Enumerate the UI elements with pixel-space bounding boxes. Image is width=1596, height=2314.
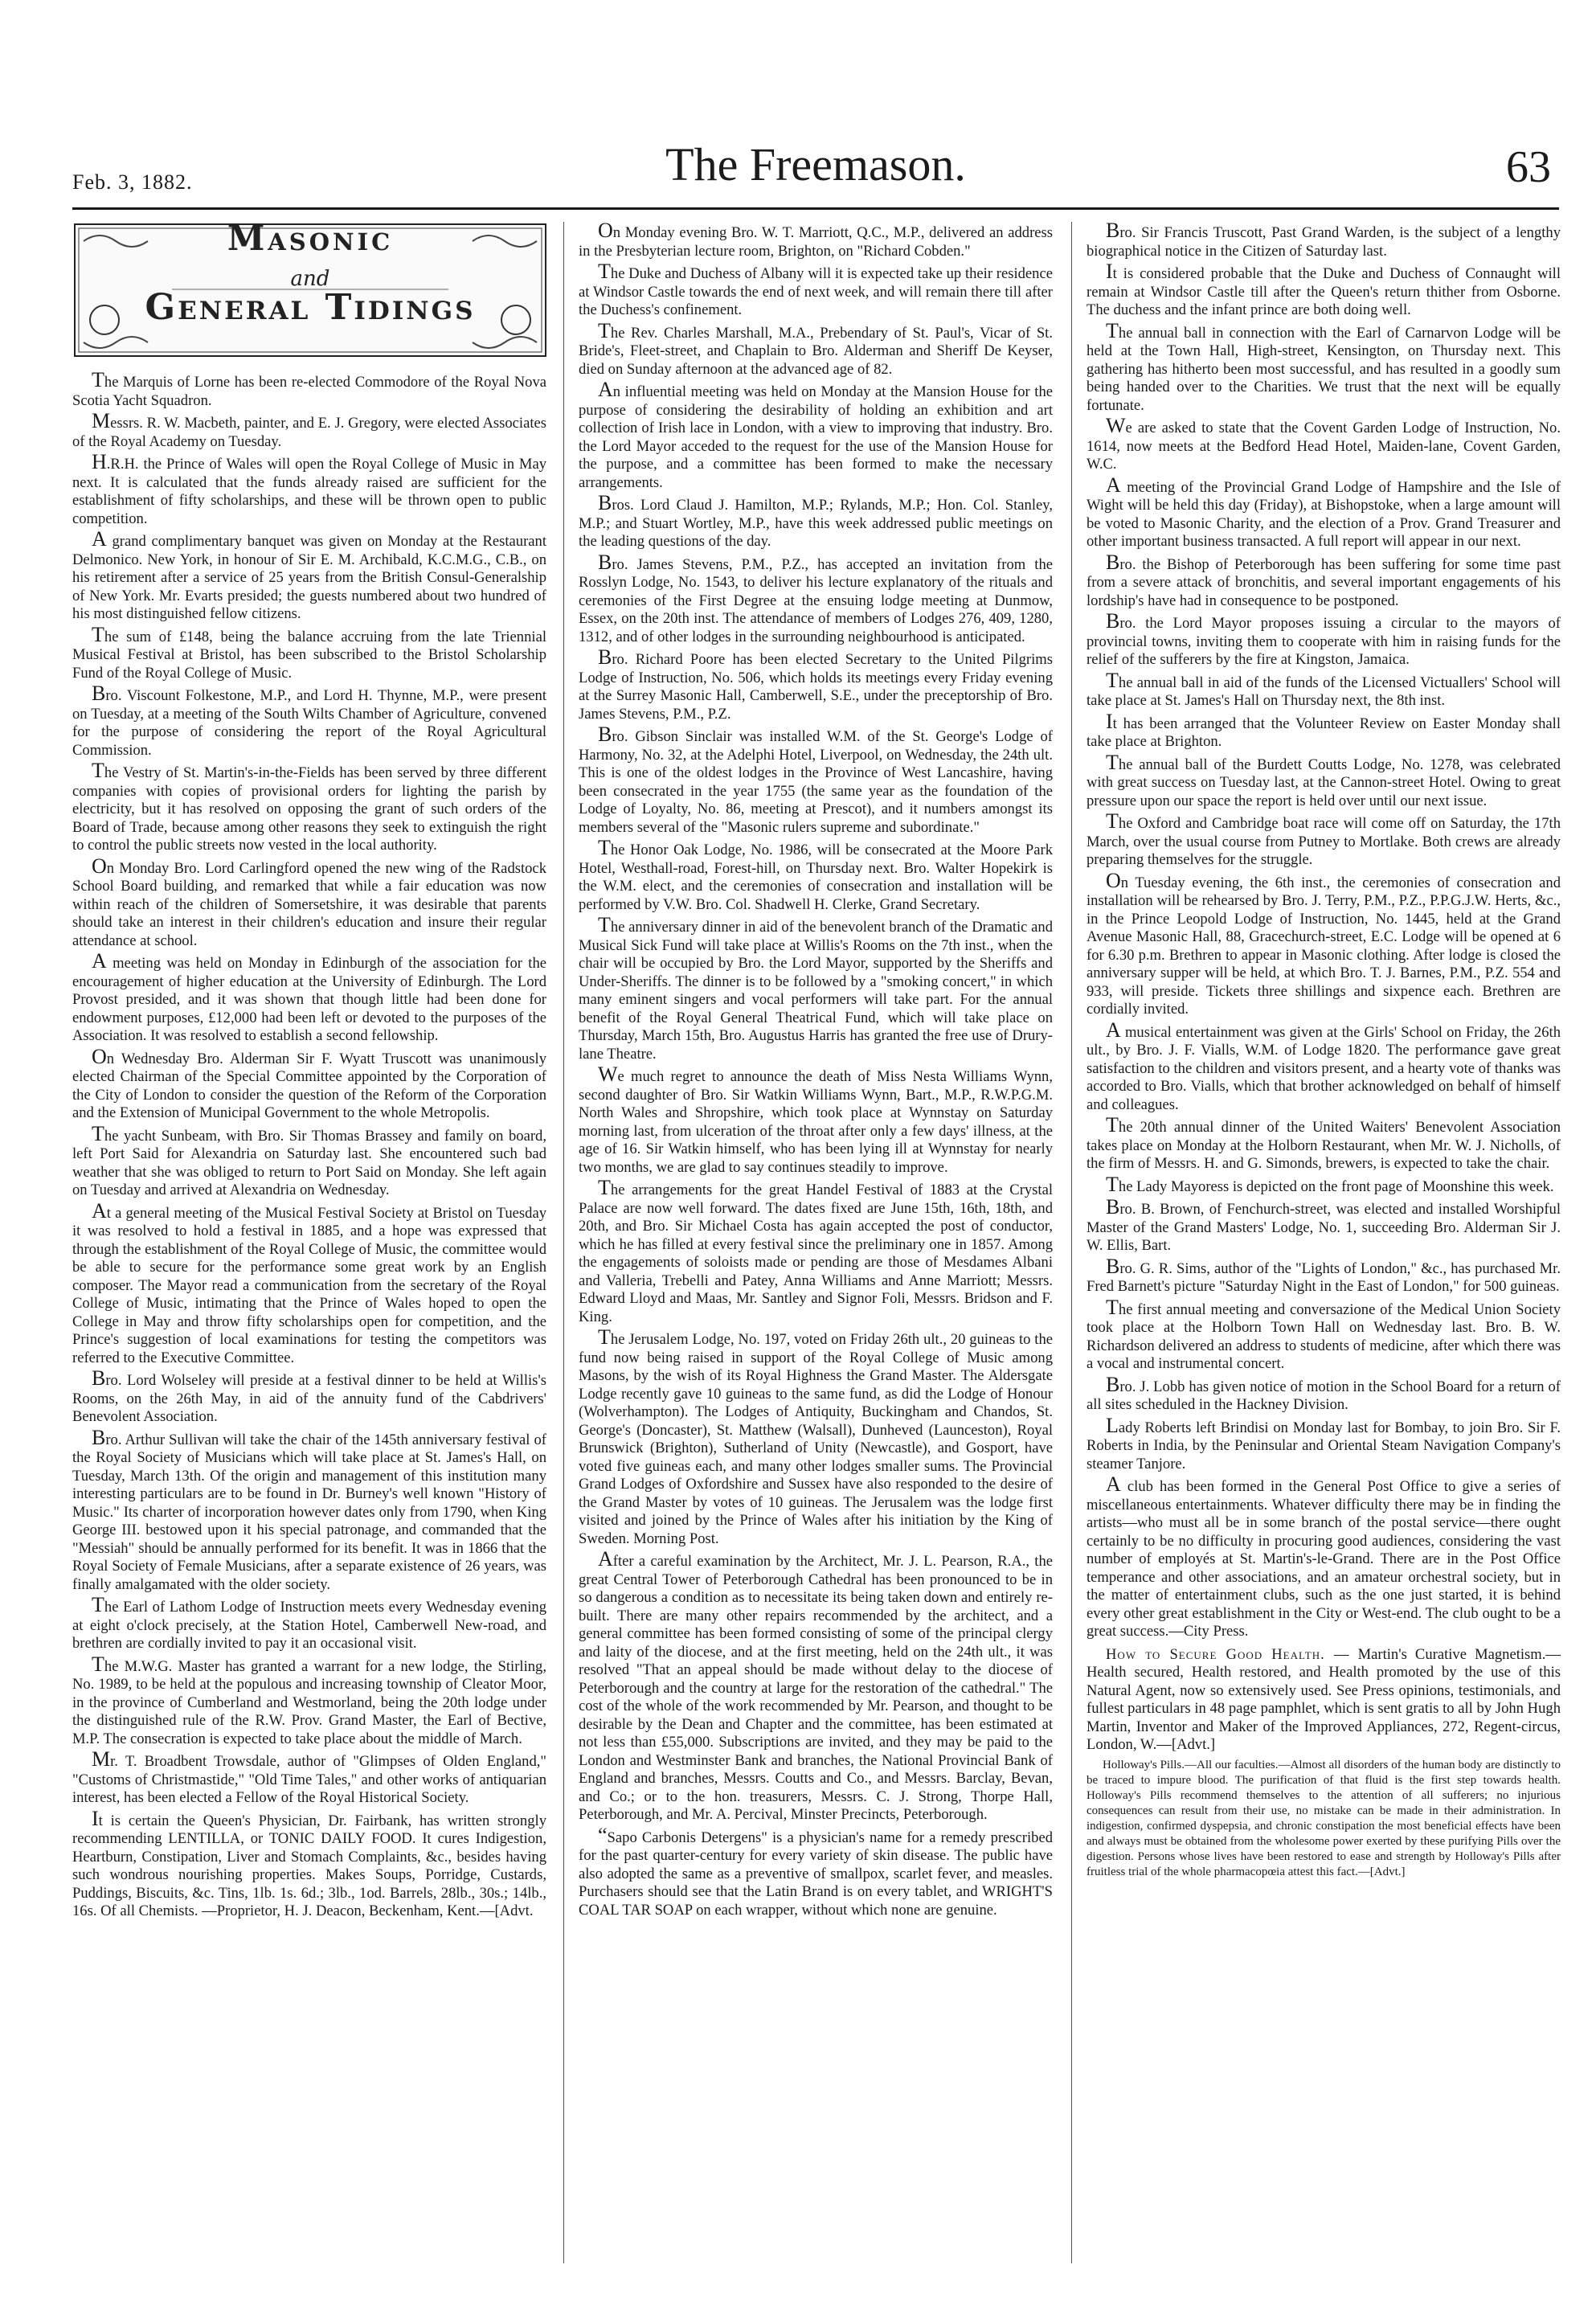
news-item-text: he M.W.G. Master has granted a warrant for a new lodge, the Stirling, No. 1989, to be held at the populous and increasing township of Cleator Moor, in the province of Cumberland and Westmorland, being the 20th lodge under the distinguished rule of the R.W. Prov. Grand Master, the Earl of Bective, M.P. The consecration is expected to take place about the middle of March. — [72, 1657, 546, 1747]
news-item — [1087, 709, 1561, 752]
news-item-initial: T — [598, 1325, 611, 1349]
news-item-initial: B — [92, 682, 106, 705]
news-item — [72, 1425, 546, 1595]
news-item — [1087, 550, 1561, 611]
news-item-initial: T — [92, 368, 104, 391]
news-item — [1087, 260, 1561, 320]
news-item-text: ro. James Stevens, P.M., P.Z., has accepted an invitation from the Rosslyn Lodge, No. 1543, to deliver his lecture explanatory of the rituals and ceremonies of the First Degree at the ensuing lodge meeting at Dunmow, Essex, on the 20th inst. The attendance of members of Lodges 276, 409, 1280, 1312, and of other lodges in the surrounding neighbourhood is anticipated. — [579, 555, 1053, 645]
page-number: 63 — [1506, 142, 1551, 192]
news-item-text: ro. Viscount Folkestone, M.P., and Lord H. Thynne, M.P., were present on Tuesday, at a meeting of the South Wilts Chamber of Agriculture, convened for the purpose of considering the report of the Royal Agricultural Commission. — [72, 687, 546, 759]
news-item-text: r. T. Broadbent Trowsdale, author of "Glimpses of Olden England," "Customs of Christmastide," "Old Time Tales," and other works of antiquarian interest, has been elected a Fellow of the Royal Historical Society. — [72, 1753, 546, 1806]
news-item-initial: T — [92, 1593, 104, 1616]
news-item-initial: B — [1106, 1195, 1120, 1218]
news-item-initial: A — [1106, 1018, 1121, 1042]
news-item-initial: B — [1106, 1372, 1120, 1396]
section-banner — [74, 223, 546, 357]
news-item-text: n influential meeting was held on Monday at the Mansion House for the purpose of considering the desirability of holding an exhibition and art collection of Irish lace in London, with a view to improving that industry. Bro. the Lord Mayor acceded to the request for the use of the Mansion House for the purpose, and a committee has been formed to make the necessary arrangements. — [579, 383, 1053, 491]
advertisement-health — [1087, 1646, 1561, 1755]
news-item-initial: A — [598, 1547, 613, 1571]
news-item-initial: B — [598, 550, 612, 574]
column-1 — [72, 222, 546, 2263]
news-item-initial: T — [92, 759, 104, 782]
news-item-initial: L — [1106, 1413, 1119, 1437]
news-item — [579, 222, 1053, 260]
news-item — [1087, 750, 1561, 811]
news-item — [1087, 222, 1561, 260]
news-item-text: he yacht Sunbeam, with Bro. Sir Thomas Brassey and family on board, left Port Said for Alexandria on Saturday last. She encountered such bad weather that she was obliged to return to Port Said on Monday. She left again on Tuesday and arrived at Alexandria on Wednesday. — [72, 1127, 546, 1198]
issue-date: Feb. 3, 1882. — [72, 170, 193, 194]
news-item-initial: O — [92, 1044, 107, 1068]
news-item-text: ro. the Bishop of Peterborough has been suffering for some time past from a severe attack of bronchitis, and several important engagements of his lordship's have had in consequence to be postponed. — [1087, 555, 1561, 609]
newspaper-page — [72, 0, 1559, 2314]
news-item — [579, 1325, 1053, 1548]
news-item-initial: T — [1106, 809, 1119, 833]
news-item-initial: H — [92, 450, 107, 473]
news-item-initial: T — [1106, 318, 1119, 342]
masthead-title: The Freemason. — [665, 138, 966, 190]
news-item-text: ro. Lord Wolseley will preside at a festival dinner to be held at Willis's Rooms, on the 26th May, in aid of the annuity fund of the Cabdrivers' Benevolent Association. — [72, 1372, 546, 1425]
news-item-text: club has been formed in the General Post Office to give a series of miscellaneous entertainments. Whatever difficulty there may be in finding the artists—who must all be in some branch of the postal service—there ought certainly to be no difficulty in procuring good audiences, considering the vast number of employés at St. Martin's-le-Grand. There are in the Post Office temperance and other associations, and an amateur orchestral society, but in the matter of entertainment clubs, such as the one just started, it is behind every other great establishment in the City or West-end. The club ought to be a great success.—City Press. — [1087, 1478, 1561, 1640]
news-item-text: t has been arranged that the Volunteer Review on Easter Monday shall take place at Brighton. — [1087, 715, 1561, 750]
news-item-initial: A — [92, 949, 107, 973]
news-item-text: t is considered probable that the Duke and Duchess of Connaught will remain at Windsor Castle till after the Queen's return thither from Osborne. The duchess and the infant prince are both doing well. — [1087, 265, 1561, 318]
news-item — [1087, 473, 1561, 551]
news-item — [72, 527, 546, 624]
news-item — [1087, 1018, 1561, 1115]
news-item-initial: I — [92, 1806, 99, 1830]
news-item — [72, 1593, 546, 1653]
news-item-initial: T — [598, 1176, 611, 1199]
news-item-text: t is certain the Queen's Physician, Dr. Fairbank, has written strongly recommending LENTILLA, or TONIC DAILY FOOD. It cures Indigestion, Heartburn, Constipation, Liver and Stomach Complaints, &c., besides having such wondrous nourishing properties. Makes Soups, Porridge, Custards, Puddings, Biscuits, &c. Tins, 1lb. 1s. 6d.; 3lb., 1od. Barrels, 28lb., 30s.; 14lb., 16s. Of all Chemists. —Proprietor, H. J. Deacon, Beckenham, Kent.—[Advt. — [72, 1812, 546, 1919]
news-item — [579, 1063, 1053, 1177]
news-item-initial: T — [598, 836, 611, 859]
news-item-text: he Vestry of St. Martin's-in-the-Fields has been served by three different companies with copies of provisional orders for lighting the parish by electricity, but it has resolved on opposing the grant of such orders of the Board of Trade, because among other reasons they seek to extinguish the right to control the public streets now vested in the local authority. — [72, 764, 546, 854]
news-item — [1087, 1172, 1561, 1197]
news-item-initial: T — [1106, 668, 1119, 692]
news-item-text: meeting of the Provincial Grand Lodge of Hampshire and the Isle of Wight will be held this day (Friday), at Bishopstoke, when a large amount will be voted to Masonic Charity, and the election of a Prov. Grand Treasurer and other important business transacted. A full report will appear in our next. — [1087, 478, 1561, 550]
news-item — [72, 682, 546, 760]
news-item-text: he first annual meeting and conversazione of the Medical Union Society took place at the Holborn Town Hall on Wednesday last. Bro. B. W. Richardson delivered an address to students of medicine, after which there was a vocal and instrumental concert. — [1087, 1300, 1561, 1372]
news-item-initial: O — [92, 854, 107, 878]
column-2 — [579, 222, 1053, 2263]
news-item-initial: T — [598, 318, 611, 342]
news-item-text: essrs. R. W. Macbeth, painter, and E. J. Gregory, were elected Associates of the Royal Academy on Tuesday. — [72, 415, 546, 450]
news-item-initial: B — [92, 1366, 106, 1390]
news-item-initial: T — [1106, 1113, 1119, 1137]
news-item-text: ro. Sir Francis Truscott, Past Grand Warden, is the subject of a lengthy biographical notice in the Citizen of Saturday last. — [1087, 224, 1561, 260]
news-item-text: he 20th annual dinner of the United Waiters' Benevolent Association takes place on Monday at the Holborn Restaurant, when Mr. W. J. Nicholls, of the firm of Messrs. H. and G. Simonds, brewers, is expected to take the chair. — [1087, 1119, 1561, 1172]
news-item-text: n Tuesday evening, the 6th inst., the ceremonies of consecration and installation will be rehearsed by Bro. J. Terry, P.M., P.Z., P.P.G.J.W. Herts, &c., in the Prince Leopold Lodge of Instruction, No. 1445, held at the Grand Avenue Masonic Hall, 88, Gracechurch-street, E.C. Lodge will be opened at 6 for 6.30 p.m. Brethren to appear in Masonic clothing. After lodge is closed the anniversary supper will be held, at which Bro. T. J. Barnes, P.M., P.Z. 554 and 933, will preside. Tickets three shillings and sixpence each. Brethren are cordially invited. — [1087, 874, 1561, 1018]
advertisement-holloway: Holloway's Pills.—All our faculties.—Almost all disorders of the human body are distinctly to be traced to impure blood. The purification of that fluid is the first step towards health. Holloway's Pills recommend themselves to the attention of all sufferers; no injurious consequences can result from their use, no mistake can be made in their administration. In indigestion, confirmed dyspepsia, and chronic constipation the most beneficial effects have been and always must be obtained from the wholesome power exerted by these purifying Pills over the digestion. Persons whose lives have been restored to ease and strength by Holloway's Pills after fruitless trial of the whole pharmacopœia attest this fact.—[Advt.] — [1087, 1758, 1561, 1878]
news-item-text: n Monday evening Bro. W. T. Marriott, Q.C., M.P., delivered an address in the Presbyterian lecture room, Brighton, on "Richard Cobden." — [579, 224, 1053, 260]
news-item-text: fter a careful examination by the Architect, Mr. J. L. Pearson, R.A., the great Central Tower of Peterborough Cathedral has been pronounced to be in so dangerous a condition as to necessitate its being taken down and entirely re-built. There are many other repairs recommended by the architect, and a general committee has been formed consisting of some of the principal clergy and laity of the diocese, and at the first meeting, held on the 24th ult., it was resolved "That an appeal should be made without delay to the diocese of Peterborough and the country at large for the restoration of the cathedral." The cost of the whole of the work recommended by Mr. Pearson, and thought to be desirable by the Dean and Chapter and the committee, has been estimated at not less than £55,000. Subscriptions are invited, and they may be paid to the London and Westminster Bank and branches, the National Provincial Bank of England and branches, Messrs. Coutts and Co., and Messrs. Barclay, Bevan, and Co.; or to the hon. treasurers, Messrs. C. J. Strong, Thorpe Hall, Peterborough, and Mr. A. Percival, Minster Precincts, Peterborough. — [579, 1553, 1053, 1823]
news-item — [579, 491, 1053, 551]
news-item — [72, 949, 546, 1046]
news-item-initial: W — [598, 1063, 618, 1086]
news-item — [1087, 668, 1561, 711]
banner-line-general-tidings: General Tidings — [145, 287, 476, 328]
news-item-initial: B — [598, 645, 612, 669]
news-item-text: he arrangements for the great Handel Festival of 1883 at the Crystal Palace are now well forward. The dates fixed are June 15th, 16th, 18th, and 20th, and Bro. Sir Michael Costa has again accepted the post of conductor, which he has filled at every festival since the preliminary one in 1857. Among the engagements of soloists made or pending are those of Mesdames Albani and Valleria, Trebelli and Patey, Anna Williams and Anne Marriott; Messrs. Edward Lloyd and Maas, Mr. Santley and Signor Foli, Messrs. Bridson and F. King. — [579, 1182, 1053, 1325]
news-item — [579, 550, 1053, 647]
news-item — [1087, 1413, 1561, 1474]
news-item-text: he anniversary dinner in aid of the benevolent branch of the Dramatic and Musical Sick Fund will take place at Willis's Rooms on the 7th inst., when the chair will be occupied by Bro. the Lord Mayor, supported by the Sheriffs and Under-Sheriffs. The dinner is to be followed by a "smoking concert," in which many eminent singers and vocal performers will take part. For the annual benefit of the Royal General Theatrical Fund, which will take place on Thursday, March 15th, Bro. Augustus Harris has granted the free use of Drury-lane Theatre. — [579, 919, 1053, 1063]
news-item-text: he Oxford and Cambridge boat race will come off on Saturday, the 17th March, over the usual course from Putney to Mortlake. Both crews are already preparing themselves for the struggle. — [1087, 815, 1561, 868]
news-item — [72, 1121, 546, 1200]
news-item-initial: T — [598, 913, 611, 936]
banner-line-and: and — [290, 267, 330, 291]
news-item — [1087, 318, 1561, 416]
news-item-text: Sapo Carbonis Detergens" is a physician's name for a remedy prescribed for the past quarter-century for every variety of skin disease. The public have also adopted the same as a preventive of smallpox, scarlet fever, and measles. Purchasers should see that the Latin Brand is on every tablet, and WRIGHT'S COAL TAR SOAP on each wrapper, without which none are genuine. — [579, 1829, 1053, 1919]
news-item — [579, 1176, 1053, 1326]
news-item — [579, 836, 1053, 914]
column-divider — [563, 222, 564, 2263]
news-item-text: n Wednesday Bro. Alderman Sir F. Wyatt Truscott was unanimously elected Chairman of the Special Committee appointed by the Corporation of the City of London to consider the question of the Reform of the Corporation and the Extension of Municipal Government to the whole Metropolis. — [72, 1050, 546, 1121]
news-item-initial: T — [1106, 1172, 1119, 1196]
news-item-initial: T — [92, 1121, 104, 1145]
news-item — [579, 378, 1053, 492]
news-item — [72, 759, 546, 855]
news-item-initial: O — [598, 222, 613, 242]
news-item-text: .R.H. the Prince of Wales will open the Royal College of Music in May next. It is calculated that the funds already raised are sufficient for the establishment of fifty scholarships, and these will be thrown open to public competition. — [72, 456, 546, 527]
news-item-text: he Rev. Charles Marshall, M.A., Prebendary of St. Paul's, Vicar of St. Bride's, Fleet-street, and Chaplain to Bro. Alderman and Sheriff De Keyser, died on Sunday afternoon at the advanced age of 82. — [579, 324, 1053, 378]
news-item — [579, 723, 1053, 837]
news-item — [1087, 414, 1561, 474]
news-item-text: ros. Lord Claud J. Hamilton, M.P.; Rylands, M.P.; Hon. Col. Stanley, M.P.; and Stuart Wortley, M.P., have this week addressed public meetings on the leading questions of the day. — [579, 497, 1053, 550]
news-item — [1087, 1295, 1561, 1374]
news-item — [579, 645, 1053, 723]
news-item — [72, 854, 546, 951]
header-rule — [72, 207, 1559, 210]
news-item-initial: B — [1106, 222, 1120, 242]
news-item-text: e much regret to announce the death of Miss Nesta Williams Wynn, second daughter of Bro. Sir Watkin Williams Wynn, Bart., M.P., R.W.P.G.M. North Wales and Shropshire, which took place at Wynnstay on Saturday morning last, from ulceration of the throat after only a few days' illness, at the age of 16. Sir Watkin himself, who has been lying ill at Wynnstay for nearly two months, we are glad to say continues steadily to improve. — [579, 1068, 1053, 1176]
news-item-initial: T — [1106, 1295, 1119, 1319]
news-item-initial: B — [92, 1425, 106, 1449]
advertisement-health-title: How to Secure Good Health. — — [1106, 1645, 1350, 1663]
news-item-text: he Jerusalem Lodge, No. 197, voted on Friday 26th ult., 20 guineas to the fund now being raised in support of the Royal College of Music among Masons, by the wish of its Royal Highness the Grand Master. The Aldersgate Lodge recently gave 10 guineas to the same fund, as did the Lodge of Honour (Wolverhampton). The Lodges of Antiquity, Buckingham and Chandos, St. George's (Doncaster), St. Matthew (Walsall), Dunheved (Launceston), Royal Brunswick (Brighton), Sutherland of Unity (Newcastle), and Gosport, have voted five guineas each, and many other lodges smaller sums. The Provincial Grand Lodges of Oxfordshire and Sussex have also responded to the desire of the Grand Master by votes of 10 guineas. The Jerusalem was the lodge first visited and joined by the Prince of Wales after his initiation by the King of Sweden. Morning Post. — [579, 1331, 1053, 1547]
news-item-initial: B — [1106, 609, 1120, 633]
news-item — [1087, 609, 1561, 670]
news-item-text: n Monday Bro. Lord Carlingford opened the new wing of the Radstock School Board building, and remarked that while a fair education was now within reach of the children of Somersetshire, it was desirable that parents should take an interest in their children's education and insure their regular attendance at school. — [72, 859, 546, 949]
news-item — [1087, 809, 1561, 870]
news-item-initial: A — [1106, 1472, 1121, 1496]
news-item-text: grand complimentary banquet was given on Monday at the Restaurant Delmonico. New York, in honour of Sir E. M. Archibald, K.C.M.G., C.B., on his retirement after a service of 25 years from the British Consul-Generalship of New York. Mr. Evarts presided; the guests numbered about two hundred of his most distinguished fellow citizens. — [72, 533, 546, 622]
news-item — [72, 409, 546, 451]
news-item-initial: A — [92, 527, 107, 551]
news-item-initial: T — [1106, 750, 1119, 774]
news-item-text: t a general meeting of the Musical Festival Society at Bristol on Tuesday it was resolved to hold a festival in 1885, and a hope was expressed that through the establishment of the Royal College of Music, the committee would be able to secure for the performance some great work by an English composer. The Mayor read a communication from the secretary of the Royal College of Music, intimating that the Prince of Wales hoped to open the College in May and throw fifty scholarships open for competition, and the Prince's suggestion of local examinations for testing the competitors was referred to the Executive Committee. — [72, 1204, 546, 1366]
news-item-text: he Honor Oak Lodge, No. 1986, will be consecrated at the Moore Park Hotel, Westhall-road, Forest-hill, on Thursday next. Bro. Walter Hopekirk is the W.M. elect, and the ceremonies of consecration and installation will be performed by V.W. Bro. Col. Shadwell H. Clerke, Grand Secretary. — [579, 842, 1053, 913]
news-item-initial: T — [92, 1652, 104, 1676]
news-item-initial: T — [598, 260, 611, 283]
news-item — [579, 913, 1053, 1063]
news-item — [579, 1823, 1053, 1920]
news-item-text: ro. Richard Poore has been elected Secretary to the United Pilgrims Lodge of Instruction, No. 506, which holds its meetings every Friday evening at the Surrey Masonic Hall, Camberwell, S.E., under the preceptorship of Bro. James Stevens, P.M., P.Z. — [579, 651, 1053, 723]
column-3-items — [1087, 222, 1561, 1641]
news-item-initial: M — [92, 1747, 111, 1771]
news-item-initial: I — [1106, 709, 1113, 733]
news-item — [579, 260, 1053, 320]
advertisement-health-body: Martin's Curative Magnetism.—Health secured, Health restored, and Health promoted by the use of this Natural Agent, now so extensively used. See Press opinions, testimonials, and fullest particulars in 48 page pamphlet, which is sent gratis to all by John Hugh Martin, Inventor and Maker of the Improved Appliances, 272, Regent-circus, London, W.—[Advt.] — [1087, 1645, 1561, 1753]
news-item-text: he Duke and Duchess of Albany will it is expected take up their residence at Windsor Castle towards the end of next week, and will remain there till after the Duchess's confinement. — [579, 265, 1053, 318]
news-item-initial: “ — [598, 1823, 608, 1847]
news-item-initial: A — [92, 1198, 107, 1223]
column-divider — [1071, 222, 1072, 2263]
news-item-initial: I — [1106, 260, 1113, 283]
news-item — [72, 450, 546, 528]
column-3 — [1087, 222, 1561, 2263]
news-item-initial: M — [92, 409, 111, 432]
news-item — [1087, 1254, 1561, 1296]
news-item-text: ady Roberts left Brindisi on Monday last for Bombay, to join Bro. Sir F. Roberts in India, by the Peninsular and Oriental Steam Navigation Company's steamer Tanjore. — [1087, 1419, 1561, 1472]
news-item-initial: T — [92, 622, 104, 646]
news-item-text: e are asked to state that the Covent Garden Lodge of Instruction, No. 1614, now meets at the Bedford Head Hotel, Maiden-lane, Covent Garden, W.C. — [1087, 420, 1561, 473]
news-item-initial: B — [598, 491, 612, 514]
news-item-text: he annual ball in aid of the funds of the Licensed Victuallers' School will take place at St. James's Hall on Thursday next, the 8th inst. — [1087, 674, 1561, 709]
news-item — [1087, 1113, 1561, 1173]
news-item-text: ro. Arthur Sullivan will take the chair of the 145th anniversary festival of the Royal Society of Musicians which will take place at St. James's Hall, on Tuesday, March 13th. Of the origin and management of this institution many interesting particulars are to be found in Dr. Burney's well known "History of Music." Its charter of incorporation however dates only from 1790, when King George III. bestowed upon it his special patronage, and commanded that the "Messiah" should be annually performed for its benefit. It was in 1866 that the Royal Society of Female Musicians, after a separate existence of 26 years, was finally amalgamated with the older society. — [72, 1431, 546, 1593]
column-1-items — [72, 368, 546, 1921]
news-item-text: ro. the Lord Mayor proposes issuing a circular to the mayors of provincial towns, inviting them to cooperate with him in raising funds for the relief of the sufferers by the fire at Kingston, Jamaica. — [1087, 615, 1561, 668]
news-item-text: he sum of £148, being the balance accruing from the late Triennial Musical Festival at Bristol, has been subscribed to the Bristol Scholarship Fund of the Royal College of Music. — [72, 628, 546, 682]
news-item — [72, 368, 546, 410]
news-item-text: meeting was held on Monday in Edinburgh of the association for the encouragement of higher education at the University of Edinburgh. The Lord Provost presided, and it was shown that though little had been done for endowment purposes, £12,000 had been left or devoted to the purposes of the Association. It was resolved to establish a second fellowship. — [72, 955, 546, 1044]
news-item-text: ro. J. Lobb has given notice of motion in the School Board for a return of all sites scheduled in the Hackney Division. — [1087, 1378, 1561, 1413]
news-item-text: he Earl of Lathom Lodge of Instruction meets every Wednesday evening at eight o'clock precisely, at the Station Hotel, Camberwell New-road, and brethren are cordially invited to pay it an occasional visit. — [72, 1599, 546, 1652]
news-item — [1087, 1195, 1561, 1255]
news-item — [72, 1198, 546, 1368]
news-item — [72, 622, 546, 683]
news-item-text: he Lady Mayoress is depicted on the front page of Moonshine this week. — [1118, 1177, 1554, 1195]
news-item — [579, 1547, 1053, 1825]
news-item-text: ro. Gibson Sinclair was installed W.M. of the St. George's Lodge of Harmony, No. 32, at the Adelphi Hotel, Liverpool, on Wednesday, the 24th ult. This is one of the oldest lodges in the Province of West Lancashire, having been consecrated in the year 1755 (the same year as the foundation of the Lodge of Loyalty, No. 86, meeting at Prescot), and it numbers amongst its members several of the "Masonic rulers supreme and subordinate." — [579, 728, 1053, 836]
news-item-initial: A — [598, 378, 613, 401]
banner-line-masonic: Masonic — [227, 222, 394, 258]
news-item-initial: A — [1106, 473, 1121, 497]
news-item — [1087, 868, 1561, 1019]
news-item — [72, 1806, 546, 1921]
column-2-items — [579, 222, 1053, 1919]
news-item-text: he annual ball of the Burdett Coutts Lodge, No. 1278, was celebrated with great success on Tuesday last, at the Cannon-street Hotel. Owing to great pressure upon our space the report is held over until our next issue. — [1087, 756, 1561, 809]
news-item-text: he Marquis of Lorne has been re-elected Commodore of the Royal Nova Scotia Yacht Squadron. — [72, 374, 546, 409]
news-item-initial: B — [598, 723, 612, 746]
page-header — [72, 137, 1559, 201]
news-item-initial: O — [1106, 868, 1121, 892]
news-item — [72, 1652, 546, 1749]
news-item — [72, 1747, 546, 1808]
news-item-initial: W — [1106, 414, 1126, 437]
news-item-initial: B — [1106, 1254, 1120, 1278]
news-item-text: ro. G. R. Sims, author of the "Lights of London," &c., has purchased Mr. Fred Barnett's picture "Saturday Night in the East of London," for 500 guineas. — [1087, 1259, 1561, 1295]
news-item-initial: B — [1106, 550, 1120, 574]
news-item-text: he annual ball in connection with the Earl of Carnarvon Lodge will be held at the Town Hall, High-street, Kensington, on Thursday next. This gathering has hitherto been most successful, and has resulted in a goodly sum being handed over to the Charities. We trust that the next will be equally fortunate. — [1087, 324, 1561, 414]
news-item — [72, 1044, 546, 1123]
news-item — [1087, 1372, 1561, 1415]
news-item — [579, 318, 1053, 379]
news-item-text: ro. B. Brown, of Fenchurch-street, was elected and installed Worshipful Master of the Grand Masters' Lodge, No. 1, succeeding Bro. Alderman Sir J. W. Ellis, Bart. — [1087, 1201, 1561, 1254]
news-item — [1087, 1472, 1561, 1641]
news-item — [72, 1366, 546, 1427]
news-item-text: musical entertainment was given at the Girls' School on Friday, the 26th ult., by Bro. J. F. Vialls, W.M. of Lodge 1820. The performance gave great satisfaction to the children and visitors present, and a hearty vote of thanks was accorded to Bro. Vialls, which that brother acknowledged on behalf of himself and colleagues. — [1087, 1023, 1561, 1113]
